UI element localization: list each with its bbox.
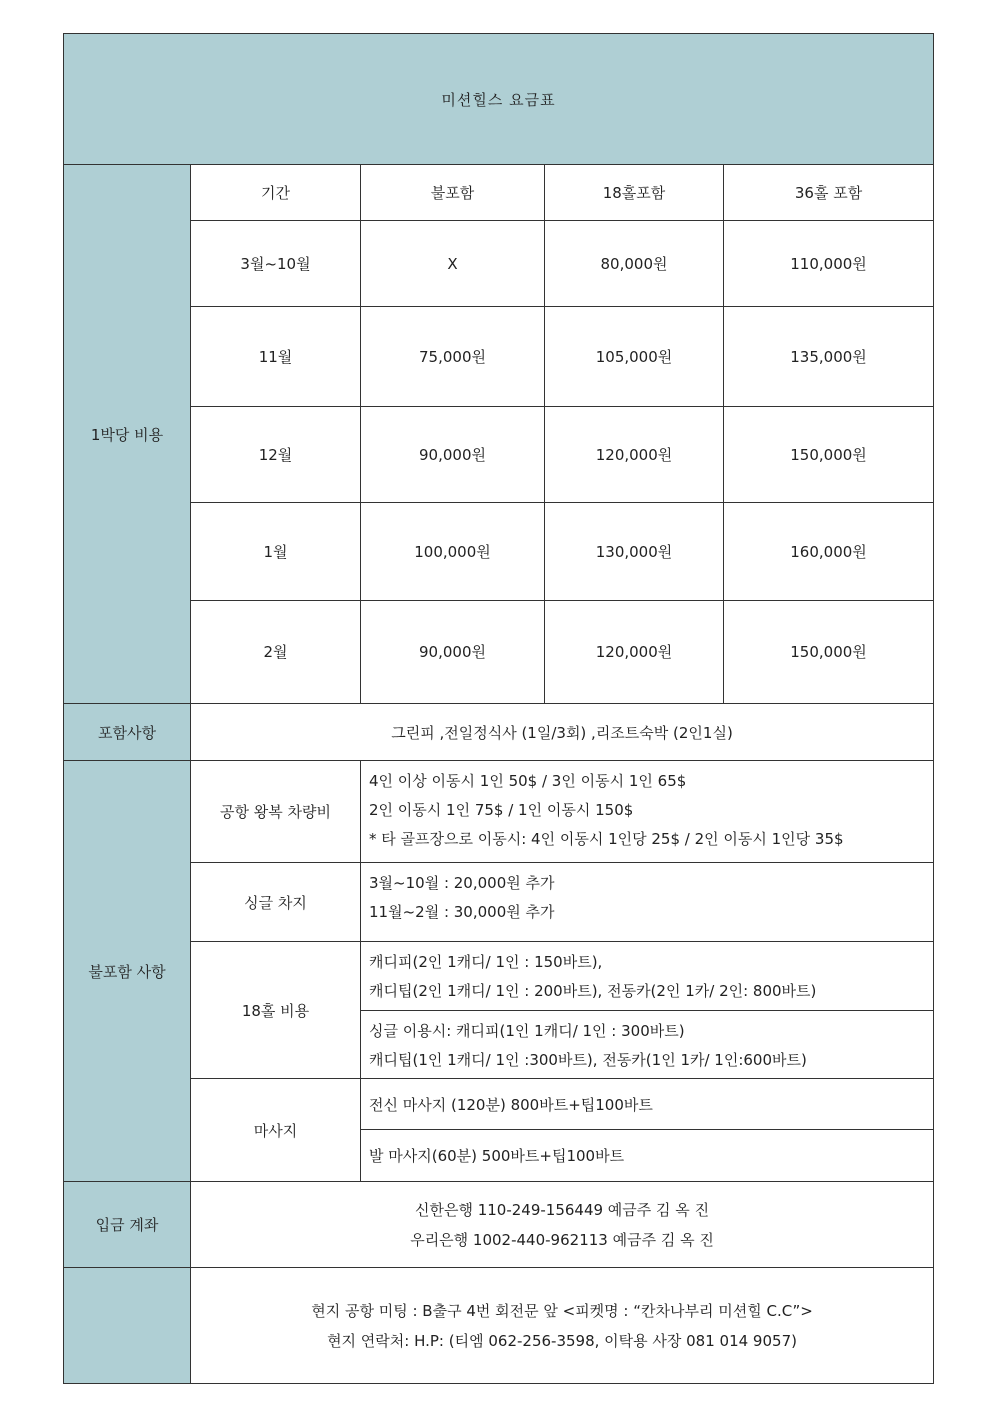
row-price-excluded: X (361, 221, 545, 307)
row-price-18hole: 105,000원 (545, 307, 724, 407)
transfer-line: 4인 이상 이동시 1인 50$ / 3인 이동시 1인 65$ (369, 772, 687, 790)
massage-label: 마사지 (191, 1079, 361, 1182)
transfer-line: 2인 이동시 1인 75$ / 1인 이동시 150$ (369, 801, 634, 819)
table-row (64, 307, 934, 407)
row-period: 2월 (191, 600, 361, 703)
transfer-line: * 타 골프장으로 이동시: 4인 이동시 1인당 25$ / 2인 이동시 1인당 35$ (369, 830, 844, 848)
row-price-18hole: 120,000원 (545, 407, 724, 502)
deposit-label: 입금 계좌 (64, 1182, 191, 1268)
row-price-36hole: 135,000원 (724, 307, 934, 407)
row-price-excluded: 100,000원 (361, 502, 545, 600)
massage-foot: 발 마사지(60분) 500바트+팁100바트 (361, 1130, 934, 1182)
row-price-36hole: 150,000원 (724, 600, 934, 703)
transfer-detail (361, 761, 934, 863)
local-label-cell (64, 1268, 191, 1384)
holes18-detail-1 (361, 942, 934, 1011)
local-meeting: 현지 공항 미팅 : B출구 4번 회전문 앞 <피켓명 : “칸차나부리 미션힐 C.C”> (311, 1301, 813, 1320)
rate-section-text: 1박당 비용 (90, 425, 164, 444)
row-price-36hole: 160,000원 (724, 502, 934, 600)
row-price-18hole: 120,000원 (545, 600, 724, 703)
table-row (64, 407, 934, 502)
single-detail (361, 863, 934, 942)
holes18-line: 싱글 이용시: 캐디피(1인 1캐디/ 1인 : 300바트) (369, 1022, 685, 1040)
massage-body: 전신 마사지 (120분) 800바트+팁100바트 (361, 1079, 934, 1130)
page-title: 미션힐스 요금표 (64, 34, 934, 165)
header-18hole: 18홀포함 (545, 165, 724, 221)
row-price-18hole: 80,000원 (545, 221, 724, 307)
holes18-detail-2 (361, 1011, 934, 1079)
row-price-36hole: 110,000원 (724, 221, 934, 307)
single-line: 3월~10월 : 20,000원 추가 (369, 874, 555, 892)
row-period: 1월 (191, 502, 361, 600)
transfer-label: 공항 왕복 차량비 (191, 761, 361, 863)
header-excluded: 불포함 (361, 165, 545, 221)
deposit-account: 신한은행 110-249-156449 예금주 김 옥 진 (414, 1200, 710, 1219)
rate-table (63, 33, 934, 1384)
row-period: 11월 (191, 307, 361, 407)
row-price-excluded: 90,000원 (361, 600, 545, 703)
single-label: 싱글 차지 (191, 863, 361, 942)
single-line: 11월~2월 : 30,000원 추가 (369, 903, 555, 921)
row-price-excluded: 90,000원 (361, 407, 545, 502)
deposit-accounts (191, 1182, 934, 1268)
included-text: 그린피 ,전일정식사 (1일/3회) ,리조트숙박 (2인1실) (191, 704, 934, 761)
row-price-18hole: 130,000원 (545, 502, 724, 600)
table-row (64, 502, 934, 600)
row-price-36hole: 150,000원 (724, 407, 934, 502)
excluded-label: 불포함 사항 (64, 761, 191, 1182)
holes18-line: 캐디팁(2인 1캐디/ 1인 : 200바트), 전동카(2인 1카/ 2인: 800바트) (369, 982, 817, 1000)
deposit-account: 우리은행 1002-440-962113 예금주 김 옥 진 (410, 1230, 714, 1249)
holes18-line: 캐디팁(1인 1캐디/ 1인 :300바트), 전동카(1인 1카/ 1인:600바트) (369, 1051, 807, 1069)
holes18-line: 캐디피(2인 1캐디/ 1인 : 150바트), (369, 953, 603, 971)
holes18-label: 18홀 비용 (191, 942, 361, 1079)
included-label: 포함사항 (64, 704, 191, 761)
header-period: 기간 (191, 165, 361, 221)
local-contact: 현지 연락처: H.P: (티엠 062-256-3598, 이탁용 사장 081 014 9057) (327, 1331, 797, 1350)
header-36hole: 36홀 포함 (724, 165, 934, 221)
rate-section-label (64, 165, 191, 704)
table-row (64, 600, 934, 703)
row-period: 12월 (191, 407, 361, 502)
row-price-excluded: 75,000원 (361, 307, 545, 407)
local-info (191, 1268, 934, 1384)
table-row (64, 221, 934, 307)
row-period: 3월~10월 (191, 221, 361, 307)
